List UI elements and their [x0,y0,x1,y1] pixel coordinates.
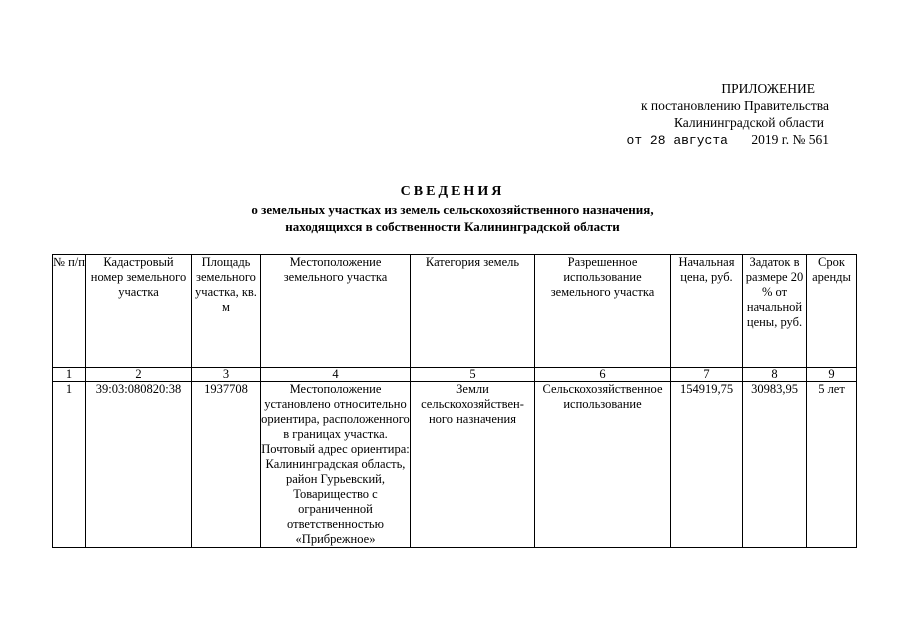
column-number-row [53,368,857,382]
appendix-date-prefix: от 28 августа [626,133,728,148]
column-number: 9 [807,368,857,382]
header-cell-category: Категория земель [411,255,535,368]
heading-title: СВЕДЕНИЯ [400,184,505,199]
cell-category: Земли сельскохозяйствен-ного назначения [411,382,535,548]
cell-initial-price: 154919,75 [671,382,743,548]
header-cell-number: № п/п [53,255,86,368]
appendix-line-decree: к постановлению Правительства [640,98,829,113]
heading-subtitle-1: о земельных участках из земель сельскохозяйственного назначения, [251,202,654,217]
column-number: 2 [86,368,192,382]
table-row [53,382,857,548]
cell-deposit: 30983,95 [743,382,807,548]
table-header-row [53,255,857,368]
heading-subtitle-2: находящихся в собственности Калининградской области [285,219,620,234]
header-cell-area: Площадь земельного участка, кв. м [192,255,261,368]
cell-number: 1 [53,382,86,548]
column-number: 3 [192,368,261,382]
column-number: 6 [535,368,671,382]
cell-cadastral: 39:03:080820:38 [86,382,192,548]
appendix-block [627,80,829,149]
document-heading [0,183,905,235]
cell-area: 1937708 [192,382,261,548]
appendix-date [627,131,829,149]
appendix-date-suffix: 2019 г. № 561 [751,132,829,147]
column-number: 4 [261,368,411,382]
column-number: 1 [53,368,86,382]
appendix-line-region: Калининградской области [673,115,824,130]
header-cell-deposit: Задаток в размере 20 % от начальной цены, руб. [743,255,807,368]
column-number: 5 [411,368,535,382]
appendix-title: ПРИЛОЖЕНИЕ [721,81,815,96]
header-cell-lease-term: Срок аренды [807,255,857,368]
column-number: 7 [671,368,743,382]
header-cell-initial-price: Начальная цена, руб. [671,255,743,368]
cell-permitted-use: Сельскохозяйственное использование [535,382,671,548]
header-cell-permitted-use: Разрешенное использование земельного участка [535,255,671,368]
header-cell-cadastral: Кадастровый номер земельного участка [86,255,192,368]
cell-location: Местоположение установлено относительно ориентира, расположенного в границах участка. Почтовый адрес ориентира: Калининградская область, район Гурьевский, Товарищество с ограниченной ответственностью «Прибрежное» [261,382,410,546]
header-cell-location: Местоположение земельного участка [261,255,411,368]
land-plots-table [52,254,857,548]
cell-lease-term: 5 лет [807,382,857,548]
column-number: 8 [743,368,807,382]
